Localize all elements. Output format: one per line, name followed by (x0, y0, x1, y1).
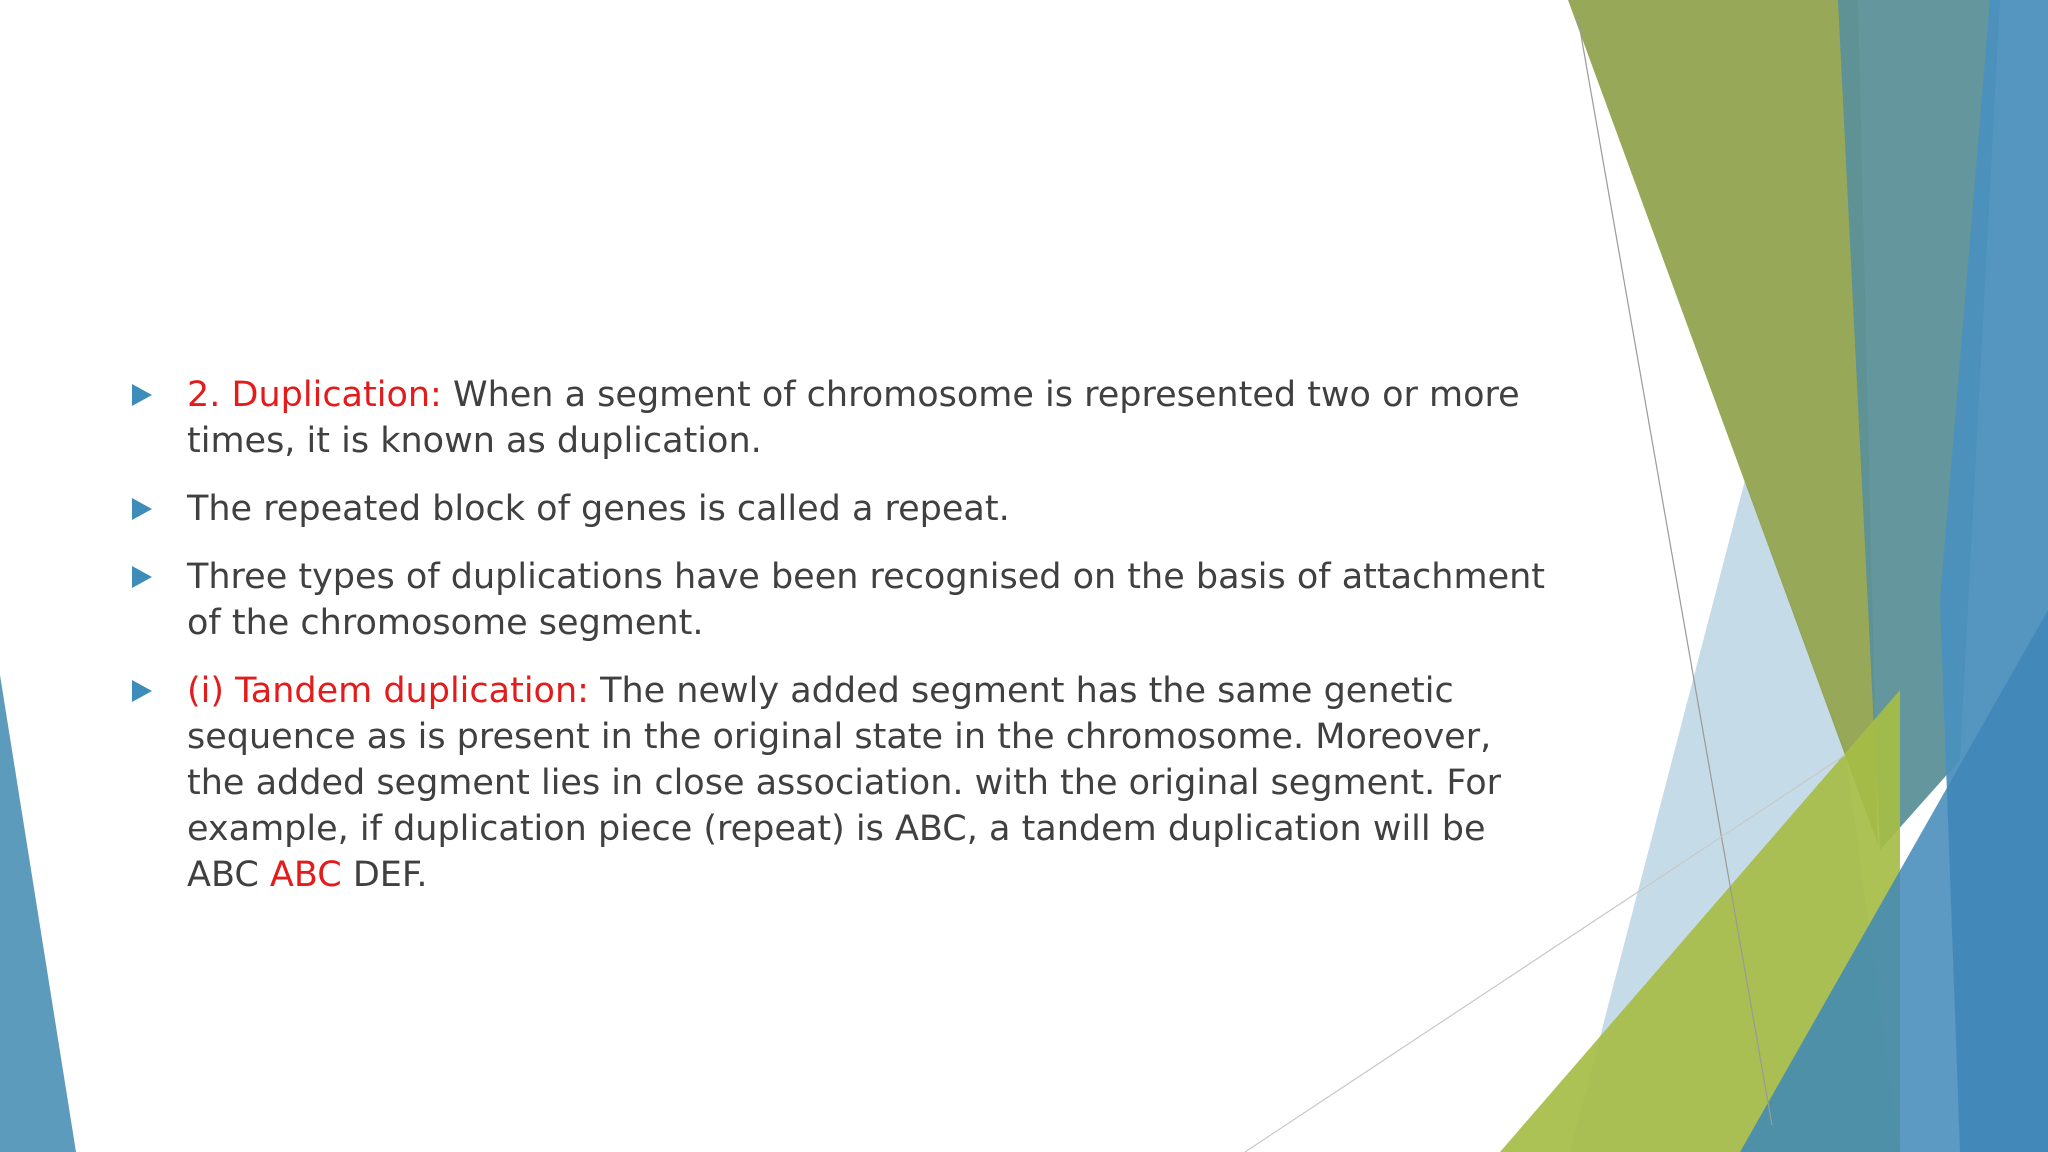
bullet-arrow-icon (132, 680, 152, 702)
bullet-item-repeat (130, 486, 1550, 532)
bullet-item-duplication (130, 372, 1550, 464)
bullet-lead-label: 2. Duplication: (187, 375, 442, 415)
bullet-lead-label: (i) Tandem duplication: (187, 671, 589, 711)
bullet-text: The repeated block of genes is called a repeat. (187, 489, 1010, 529)
bullet-tail-text: DEF. (341, 855, 428, 895)
highlighted-sequence: ABC (269, 855, 342, 895)
bullet-arrow-icon (132, 566, 152, 588)
bullet-arrow-icon (132, 498, 152, 520)
left-blue-shape (0, 675, 76, 1152)
bullet-text: When a segment of chromosome is represented two or more times, it is known as duplication. (187, 375, 1520, 461)
bullet-arrow-icon (132, 384, 152, 406)
bullet-item-types (130, 554, 1550, 646)
bullet-list (130, 372, 1550, 920)
bullet-text: The newly added segment has the same genetic sequence as is present in the original state in the chromosome. Moreover, the added segment lies in close association. with the original segment. For example, if duplication piece (repeat) is ABC, a tandem duplication will be ABC (187, 671, 1502, 895)
bullet-text: Three types of duplications have been recognised on the basis of attachment of the chromosome segment. (187, 557, 1546, 643)
bullet-item-tandem (130, 668, 1550, 898)
